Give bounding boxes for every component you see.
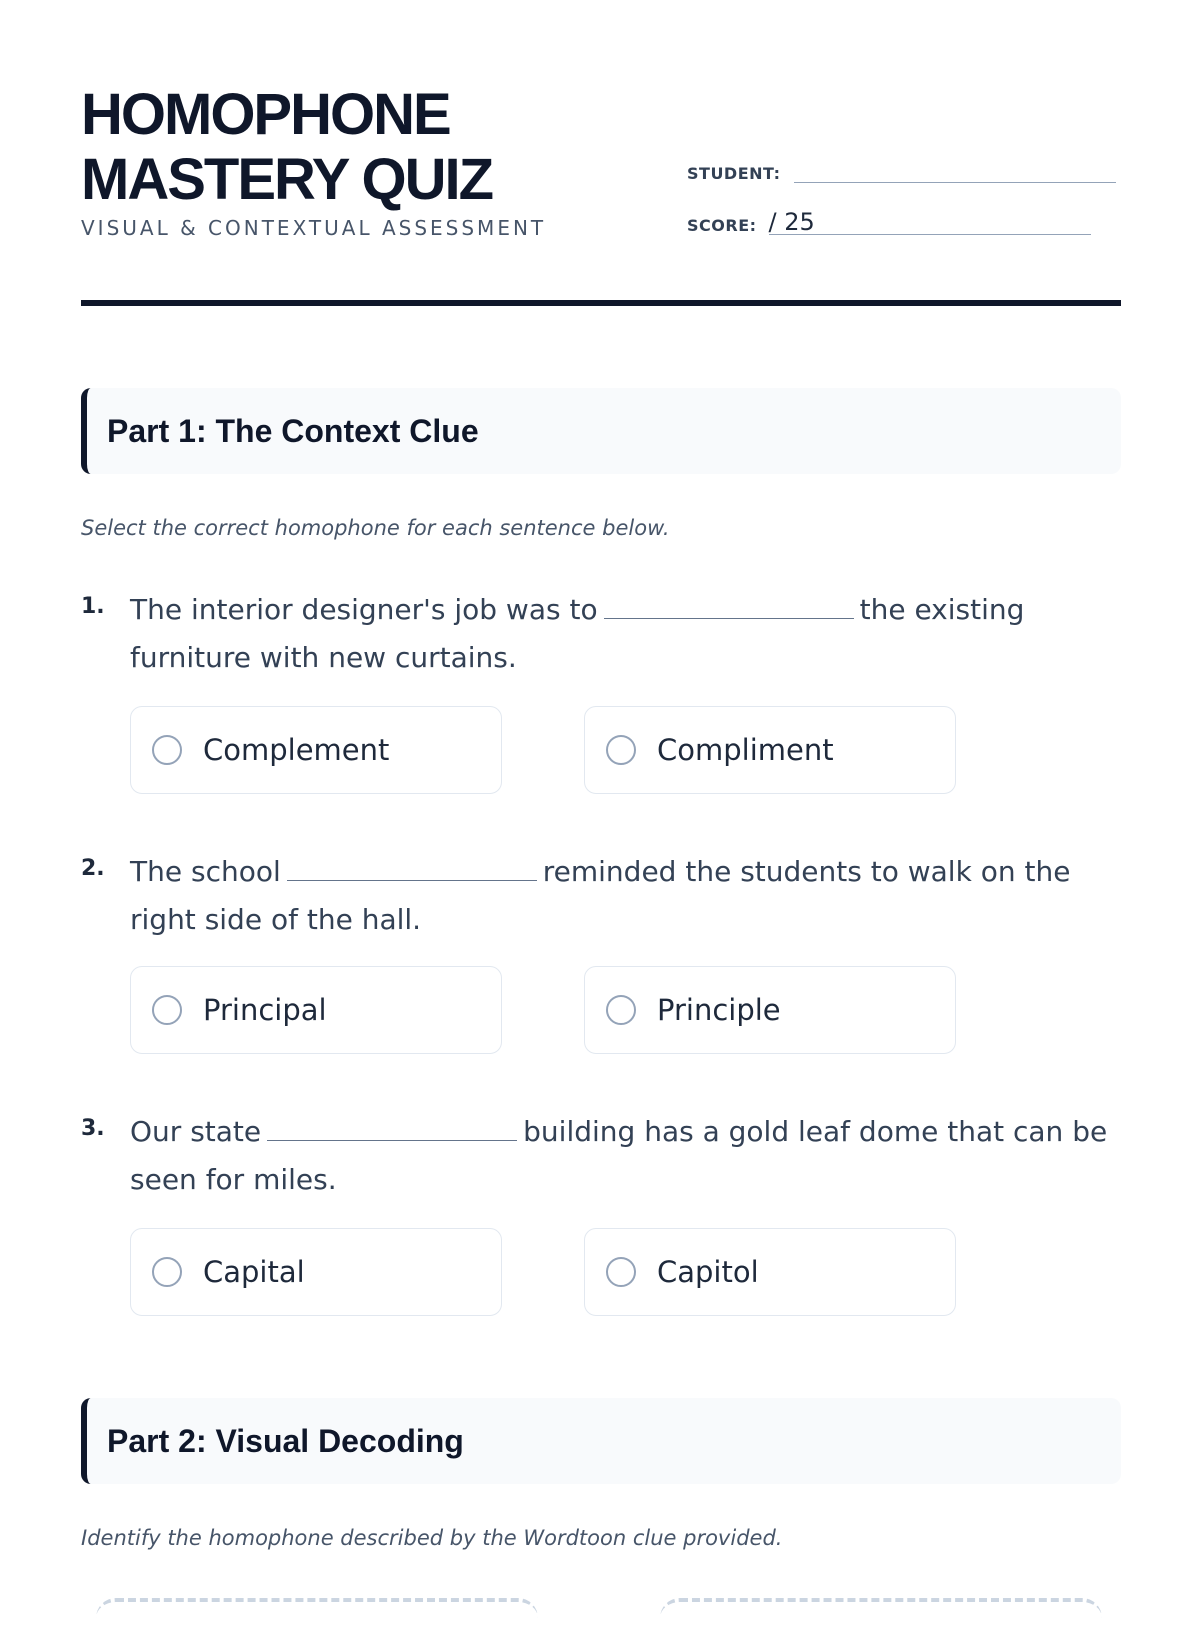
- question-text-after: building has a gold leaf dome that can be seen for miles.: [130, 1115, 1108, 1196]
- student-field: [687, 158, 1116, 183]
- radio-button-icon[interactable]: [606, 1257, 636, 1287]
- part1-title: Part 1: The Context Clue: [107, 413, 479, 449]
- part1-instructions: Select the correct homophone for each sentence below.: [81, 516, 670, 540]
- option-principle[interactable]: [584, 966, 956, 1054]
- part2-title: Part 2: Visual Decoding: [107, 1423, 464, 1459]
- option-label: Capital: [203, 1255, 305, 1289]
- page-subtitle: VISUAL & CONTEXTUAL ASSESSMENT: [81, 216, 547, 240]
- page-title: [81, 82, 641, 212]
- question-text-before: Our state: [130, 1115, 262, 1148]
- banner-accent-bar: [81, 388, 97, 474]
- header-divider: [81, 300, 1121, 306]
- score-field: [687, 210, 1091, 235]
- part2-instructions: Identify the homophone described by the Wordtoon clue provided.: [81, 1526, 783, 1550]
- question-text-before: The interior designer's job was to: [130, 593, 598, 626]
- score-value[interactable]: / 25: [769, 210, 1091, 235]
- part1-banner: [81, 388, 1121, 474]
- radio-button-icon[interactable]: [152, 735, 182, 765]
- answer-blank: [604, 596, 854, 619]
- radio-button-icon[interactable]: [606, 995, 636, 1025]
- radio-button-icon[interactable]: [606, 735, 636, 765]
- question-text: [130, 586, 1130, 682]
- question-text: [130, 848, 1130, 944]
- option-capitol[interactable]: [584, 1228, 956, 1316]
- option-label: Compliment: [657, 733, 834, 767]
- answer-blank: [267, 1118, 517, 1141]
- title-line-1: HOMOPHONE: [81, 82, 450, 147]
- part2-banner: [81, 1398, 1121, 1484]
- question-number: 1.: [81, 594, 105, 619]
- option-complement[interactable]: [130, 706, 502, 794]
- option-capital[interactable]: [130, 1228, 502, 1316]
- question-number: 3.: [81, 1116, 105, 1141]
- option-principal[interactable]: [130, 966, 502, 1054]
- question-text-after: reminded the students to walk on the right side of the hall.: [130, 855, 1071, 936]
- option-compliment[interactable]: [584, 706, 956, 794]
- radio-button-icon[interactable]: [152, 1257, 182, 1287]
- option-label: Complement: [203, 733, 390, 767]
- question-text: [130, 1108, 1130, 1204]
- radio-button-icon[interactable]: [152, 995, 182, 1025]
- score-label: SCORE:: [687, 216, 757, 235]
- option-label: Principal: [203, 993, 327, 1027]
- wordtoon-card: [660, 1598, 1102, 1642]
- question-text-after: the existing furniture with new curtains.: [130, 593, 1025, 674]
- banner-accent-bar: [81, 1398, 97, 1484]
- quiz-header: [81, 82, 1121, 302]
- option-label: Principle: [657, 993, 781, 1027]
- question-number: 2.: [81, 856, 105, 881]
- title-line-2: MASTERY QUIZ: [81, 147, 493, 212]
- wordtoon-card: [96, 1598, 538, 1642]
- student-label: STUDENT:: [687, 164, 781, 183]
- answer-blank: [287, 858, 537, 881]
- student-name-input[interactable]: [794, 158, 1116, 183]
- question-text-before: The school: [130, 855, 281, 888]
- option-label: Capitol: [657, 1255, 759, 1289]
